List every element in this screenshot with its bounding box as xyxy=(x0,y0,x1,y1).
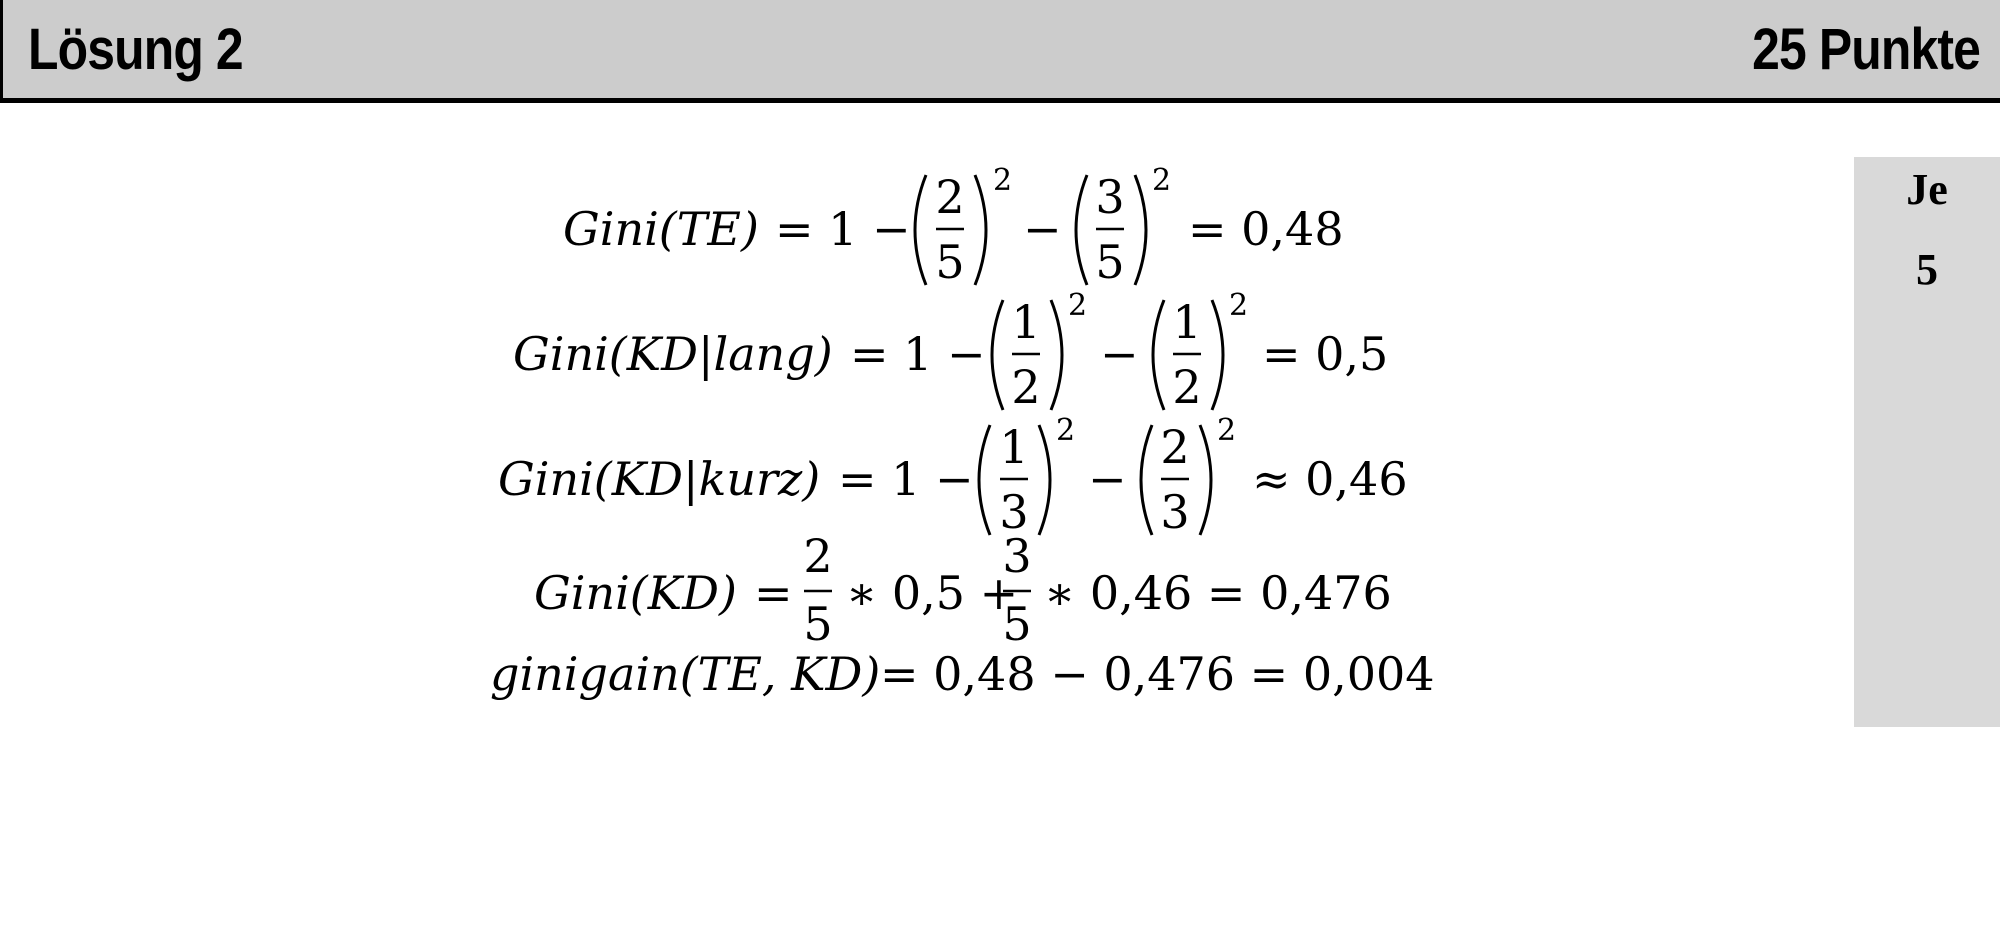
eq3-f2-num: 2 xyxy=(1160,420,1190,474)
eq3-paren-left-1 xyxy=(979,425,990,535)
eq3-paren-right-1 xyxy=(1039,425,1050,535)
eq3-paren-right-2 xyxy=(1200,425,1211,535)
equation-gini-kd xyxy=(534,529,1392,651)
eq3-prefix: = 1 − xyxy=(838,452,974,506)
eq1-paren-right-1 xyxy=(975,175,986,285)
eq1-f2-num: 3 xyxy=(1095,170,1125,224)
eq4-lhs: Gini(KD) xyxy=(534,566,737,620)
eq2-f1-num: 1 xyxy=(1011,295,1041,349)
eq4-tail: ∗ 0,46 = 0,476 xyxy=(1044,566,1392,620)
eq2-result: = 0,5 xyxy=(1262,327,1389,381)
eq3-paren-left-2 xyxy=(1141,425,1152,535)
eq1-paren-left-1 xyxy=(915,175,926,285)
eq4-mid: ∗ 0,5 + xyxy=(846,566,1019,620)
eq2-f2-num: 1 xyxy=(1172,295,1202,349)
eq5-rhs: = 0,48 − 0,476 = 0,004 xyxy=(880,647,1435,701)
equation-gini-kd-lang xyxy=(513,288,1388,414)
equation-gini-kd-kurz xyxy=(498,413,1408,539)
points-label: 25 Punkte xyxy=(1752,17,1980,82)
eq2-f2-den: 2 xyxy=(1172,360,1202,414)
eq1-f1-num: 2 xyxy=(935,170,965,224)
eq3-f1-num: 1 xyxy=(999,420,1029,474)
eq2-minus: − xyxy=(1100,327,1139,381)
eq2-paren-left-1 xyxy=(992,300,1003,410)
eq5-lhs: ginigain(TE, KD) xyxy=(490,647,881,701)
eq1-lhs: Gini(TE) xyxy=(563,202,759,256)
eq1-prefix: = 1 − xyxy=(775,202,911,256)
eq2-prefix: = 1 − xyxy=(850,327,986,381)
eq3-lhs: Gini(KD|kurz) xyxy=(498,452,821,506)
eq2-paren-right-2 xyxy=(1212,300,1223,410)
page-title: Lösung 2 xyxy=(28,17,243,82)
eq2-lhs: Gini(KD|lang) xyxy=(513,327,833,381)
eq1-f1-den: 5 xyxy=(935,235,965,289)
eq4-eq: = xyxy=(754,566,793,620)
equation-gini-te xyxy=(563,163,1344,289)
eq1-minus: − xyxy=(1023,202,1062,256)
eq3-result: ≈ 0,46 xyxy=(1252,452,1408,506)
eq1-exp-2: 2 xyxy=(1152,163,1172,198)
eq3-minus: − xyxy=(1088,452,1127,506)
eq3-exp-1: 2 xyxy=(1056,413,1076,448)
eq1-exp-1: 2 xyxy=(993,163,1013,198)
eq2-exp-1: 2 xyxy=(1068,288,1088,323)
eq4-f2-den: 5 xyxy=(1002,597,1032,651)
eq4-f1-den: 5 xyxy=(803,597,833,651)
eq1-paren-right-2 xyxy=(1135,175,1146,285)
eq4-f1-num: 2 xyxy=(803,529,833,583)
eq2-paren-right-1 xyxy=(1051,300,1062,410)
eq2-f1-den: 2 xyxy=(1011,360,1041,414)
eq1-result: = 0,48 xyxy=(1188,202,1344,256)
eq3-f2-den: 3 xyxy=(1160,485,1190,539)
eq4-f2-num: 3 xyxy=(1002,529,1032,583)
side-note-word: Je xyxy=(1906,165,1948,214)
eq3-exp-2: 2 xyxy=(1217,413,1237,448)
eq1-f2-den: 5 xyxy=(1095,235,1125,289)
eq1-paren-left-2 xyxy=(1076,175,1087,285)
equation-ginigain xyxy=(490,647,1435,701)
eq2-paren-left-2 xyxy=(1153,300,1164,410)
side-note-number: 5 xyxy=(1916,245,1938,294)
eq3-f1-den: 3 xyxy=(999,485,1029,539)
eq2-exp-2: 2 xyxy=(1229,288,1249,323)
